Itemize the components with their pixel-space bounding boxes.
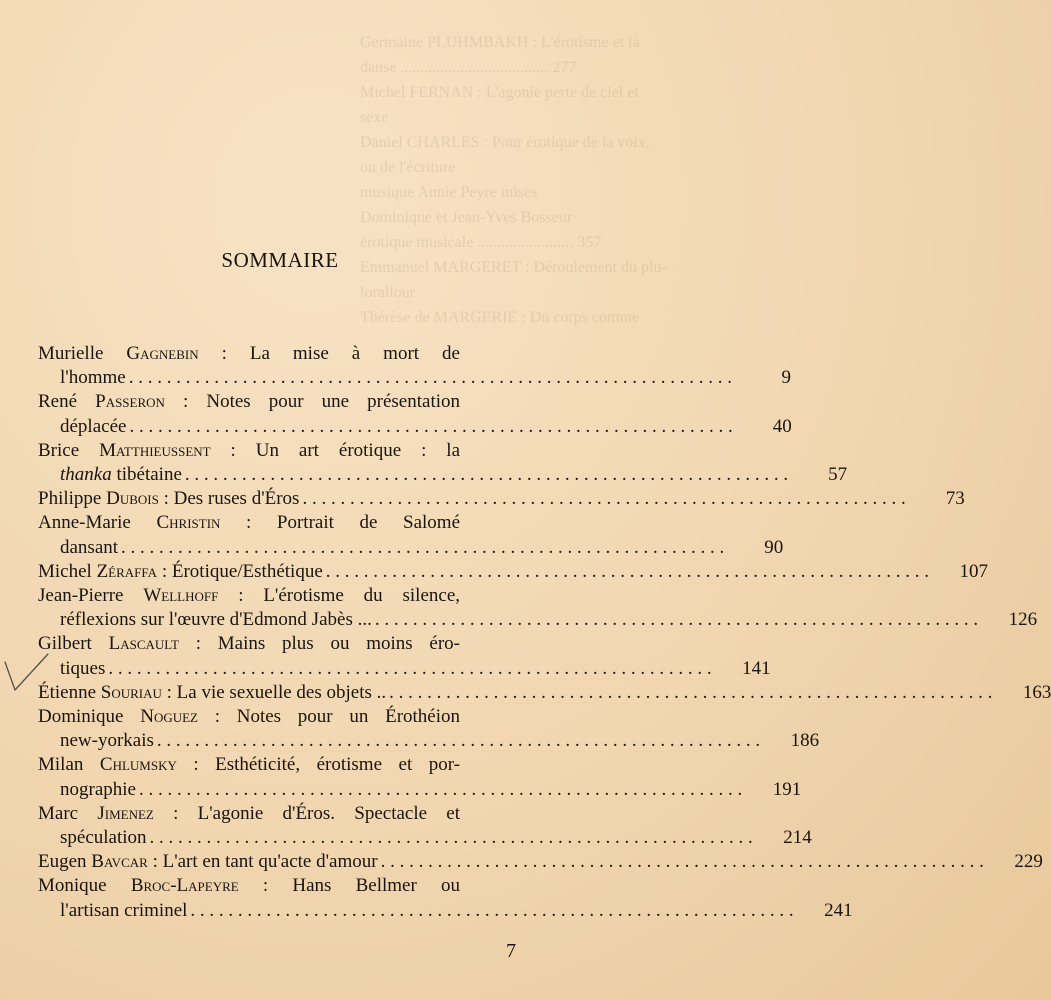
- toc-entry: [38, 874, 853, 922]
- entry-page-number: 107: [959, 560, 989, 582]
- bleed-through-line: Daniel CHARLES : Pour érotique de la voix,: [360, 134, 650, 151]
- toc-line-text: [38, 850, 378, 874]
- toc-line: [38, 632, 516, 656]
- table-of-contents: [38, 342, 1051, 923]
- italic-term: thanka: [60, 464, 112, 486]
- entry-page-number: 214: [783, 827, 812, 849]
- author-last-name: Chlumsky: [99, 754, 177, 776]
- entry-page-number: 229: [1014, 851, 1043, 873]
- toc-entry: [38, 850, 1043, 874]
- entry-page-number: 73: [945, 488, 965, 510]
- entry-page-number: 9: [781, 367, 791, 389]
- leader-dots: [108, 657, 711, 681]
- entry-title-text: new-yorkais: [60, 730, 154, 752]
- author-last-name: Bavcar: [91, 851, 148, 873]
- bleed-through-line: sexe: [360, 109, 389, 126]
- toc-line-text: [60, 366, 126, 390]
- toc-line-text: [60, 657, 105, 681]
- bleed-through-line: musique Annie Peyre mises: [360, 184, 538, 201]
- author-last-name: Matthieussent: [99, 439, 211, 461]
- author-first-name: Anne-Marie: [38, 512, 131, 534]
- toc-entry: [38, 632, 771, 680]
- toc-entry: [38, 681, 1051, 705]
- toc-line: [38, 584, 516, 608]
- toc-entry: [38, 705, 820, 753]
- toc-line: [38, 366, 791, 390]
- toc-line: [38, 753, 516, 777]
- author-first-name: Jean-Pierre: [38, 585, 124, 607]
- toc-entry: [38, 487, 965, 511]
- toc-line: [38, 390, 516, 414]
- bleed-through-line: danse ..................................... 277: [360, 59, 577, 76]
- bleed-through-line: Michel FERNAN : L'agonie perte de ciel et: [360, 84, 639, 101]
- toc-line: [38, 463, 848, 487]
- entry-page-number: 241: [824, 899, 853, 921]
- author-first-name: Monique: [38, 875, 107, 897]
- toc-line-text: [38, 342, 460, 366]
- leader-dots: [381, 850, 984, 874]
- entry-page-number: 163: [1022, 681, 1051, 703]
- entry-title-text: : Portrait de Salomé: [220, 512, 461, 534]
- entry-title-text: : L'art en tant qu'acte d'amour: [147, 851, 378, 873]
- toc-line: [38, 729, 820, 753]
- toc-line-text: [38, 705, 460, 729]
- toc-line-text: [60, 826, 147, 850]
- toc-line: [38, 850, 1043, 874]
- entry-page-number: 141: [742, 657, 771, 679]
- page-number: 7: [506, 940, 516, 962]
- toc-line-text: [38, 439, 460, 463]
- toc-line: [38, 778, 802, 802]
- bleed-through-line: érotique musicale ........................ 357: [360, 234, 602, 251]
- leader-dots: [129, 415, 732, 439]
- author-last-name: Souriau: [100, 681, 162, 703]
- entry-title-text: : Esthéticité, érotisme et por-: [176, 754, 460, 776]
- entry-title-text: l'homme: [60, 367, 126, 389]
- entry-title-text: : La vie sexuelle des objets ..: [161, 681, 387, 703]
- author-first-name: Gilbert: [38, 633, 92, 655]
- bleed-through-line: Thérèse de MARGERIE : Du corps comme: [360, 309, 640, 326]
- entry-title-text: tiques: [60, 657, 106, 679]
- entry-title-text: : Un art érotique : la: [210, 439, 460, 461]
- page-title: SOMMAIRE: [221, 248, 339, 272]
- toc-line: [38, 560, 989, 584]
- entry-title-text: : La mise à mort de: [198, 343, 460, 364]
- author-first-name: Michel: [38, 560, 92, 582]
- leader-dots: [121, 536, 724, 560]
- author-last-name: Dubois: [106, 488, 159, 510]
- toc-entry: [38, 390, 792, 438]
- bleed-through-text: [360, 30, 667, 360]
- toc-line: [38, 415, 792, 439]
- author-last-name: Passeron: [95, 391, 165, 413]
- bleed-through-line: Dominique et Jean-Yves Bosseur: [360, 209, 573, 226]
- toc-line: [38, 439, 516, 463]
- toc-line: [38, 681, 1051, 705]
- toc-line: [38, 657, 771, 681]
- toc-entry: [38, 342, 791, 390]
- leader-dots: [139, 778, 742, 802]
- entry-title-text: nographie: [60, 778, 136, 800]
- toc-line-text: [60, 415, 126, 439]
- author-last-name: Jimenez: [97, 802, 154, 824]
- entry-page-number: 126: [1008, 609, 1038, 631]
- toc-line-text: [38, 802, 460, 826]
- toc-line-text: [60, 729, 154, 753]
- author-last-name: Zéraffa: [96, 560, 158, 582]
- entry-page-number: 191: [772, 778, 802, 800]
- handwritten-check-mark: [2, 650, 50, 696]
- toc-line-text: [38, 632, 460, 656]
- toc-line-text: [38, 390, 460, 414]
- toc-entry: [38, 753, 802, 801]
- toc-entry: [38, 584, 1038, 632]
- toc-line: [38, 899, 853, 923]
- author-last-name: Gagnebin: [126, 343, 199, 364]
- entry-title-text: : L'agonie d'Éros. Spectacle et: [153, 802, 460, 824]
- leader-dots: [375, 608, 978, 632]
- entry-title-text: tibétaine: [111, 464, 182, 486]
- bleed-through-line: Germaine PLUHMBAKH : L'érotisme et la: [360, 34, 640, 51]
- leader-dots: [389, 681, 992, 705]
- toc-line-text: [60, 608, 372, 632]
- bleed-through-line: ou de l'écriture: [360, 159, 456, 176]
- entry-page-number: 57: [828, 464, 848, 486]
- entry-title-text: spéculation: [60, 827, 147, 849]
- toc-line: [38, 536, 784, 560]
- author-first-name: Étienne: [38, 681, 97, 703]
- toc-line: [38, 826, 812, 850]
- author-last-name: Wellhoff: [143, 585, 219, 607]
- toc-line-text: [38, 753, 460, 777]
- author-first-name: Murielle: [38, 343, 104, 364]
- bleed-through-line: lorallour: [360, 284, 416, 301]
- author-first-name: Dominique: [38, 706, 124, 728]
- leader-dots: [326, 560, 929, 584]
- entry-title-text: : Érotique/Esthétique: [157, 560, 323, 582]
- toc-line: [38, 802, 516, 826]
- toc-entry: [38, 560, 989, 584]
- toc-line-text: [38, 511, 460, 535]
- entry-title-text: : Des ruses d'Éros: [158, 488, 300, 510]
- entry-title-text: : Notes pour un Érothéion: [198, 706, 461, 728]
- author-first-name: René: [38, 391, 78, 413]
- toc-line-text: [38, 681, 386, 705]
- entry-title-text: déplacée: [60, 415, 127, 437]
- author-last-name: Noguez: [140, 706, 199, 728]
- entry-title-text: réflexions sur l'œuvre d'Edmond Jabès ...: [60, 609, 372, 631]
- toc-entry: [38, 439, 848, 487]
- toc-entry: [38, 802, 812, 850]
- entry-page-number: 90: [764, 536, 784, 558]
- toc-entry: [38, 511, 784, 559]
- author-first-name: Eugen: [38, 851, 87, 873]
- toc-line: [38, 487, 965, 511]
- leader-dots: [190, 899, 793, 923]
- toc-line-text: [60, 778, 136, 802]
- toc-line: [38, 342, 516, 366]
- author-first-name: Brice: [38, 439, 80, 461]
- entry-title-text: l'artisan criminel: [60, 899, 188, 921]
- entry-title-text: : Hans Bellmer ou: [238, 875, 461, 897]
- leader-dots: [302, 487, 905, 511]
- leader-dots: [185, 463, 788, 487]
- bleed-through-line: Emmanuel MARGERET : Déroulement du plu-: [360, 259, 667, 276]
- toc-line-text: [60, 899, 187, 923]
- author-first-name: Milan: [38, 754, 84, 776]
- entry-page-number: 40: [772, 415, 792, 437]
- toc-line-text: [60, 536, 118, 560]
- author-first-name: Marc: [38, 802, 79, 824]
- leader-dots: [157, 729, 760, 753]
- toc-line-text: [38, 874, 460, 898]
- toc-line-text: [60, 463, 182, 487]
- author-last-name: Lascault: [108, 633, 179, 655]
- toc-line: [38, 608, 1038, 632]
- leader-dots: [129, 366, 732, 390]
- leader-dots: [150, 826, 753, 850]
- entry-title-text: : L'érotisme du silence,: [218, 585, 460, 607]
- entry-page-number: 186: [790, 730, 820, 752]
- toc-line: [38, 705, 516, 729]
- author-first-name: Philippe: [38, 488, 102, 510]
- toc-line-text: [38, 584, 460, 608]
- toc-line-text: [38, 487, 299, 511]
- toc-line: [38, 874, 516, 898]
- author-last-name: Broc-Lapeyre: [130, 875, 239, 897]
- toc-line-text: [38, 560, 323, 584]
- toc-line: [38, 511, 516, 535]
- entry-title-text: : Notes pour une présentation: [164, 391, 460, 413]
- author-last-name: Christin: [156, 512, 221, 534]
- entry-title-text: dansant: [60, 536, 119, 558]
- entry-title-text: : Mains plus ou moins éro-: [178, 633, 460, 655]
